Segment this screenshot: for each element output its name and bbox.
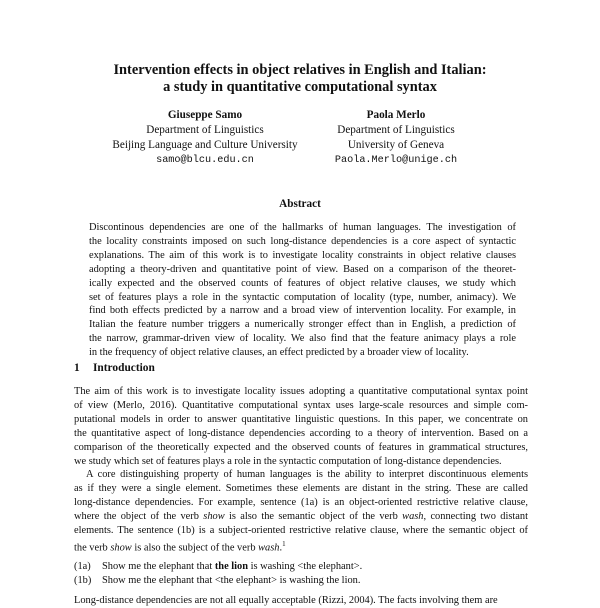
author-name: Paola Merlo bbox=[366, 109, 426, 121]
body-line: of view (Merlo, 2016). Quantitative computational syntax uses large-scale resources and simple com- bbox=[74, 399, 528, 411]
footnote-marker[interactable]: 1 bbox=[282, 539, 286, 548]
text-run: , connecting two distant bbox=[423, 510, 528, 522]
abstract-line: explanations. The aim of this work is to investigate locality constraints in object relative clauses bbox=[89, 249, 516, 261]
example-bold: the lion bbox=[214, 561, 249, 572]
intro-paragraph-2 bbox=[74, 468, 528, 555]
example-1a bbox=[74, 560, 362, 574]
abstract-line: adopting a theory-driven and quantitative point of view. Based on a comparison of the theoret- bbox=[89, 263, 516, 275]
abstract-heading: Abstract bbox=[279, 198, 321, 210]
body-line: the quantitative aspect of long-distance dependencies according to a theory of intervention. Based on a bbox=[74, 427, 528, 439]
body-line bbox=[74, 510, 528, 524]
text-run: the verb bbox=[74, 542, 111, 553]
example-1b bbox=[74, 574, 362, 588]
author-affiliation: University of Geneva bbox=[347, 139, 445, 151]
author-department: Department of Linguistics bbox=[146, 124, 264, 136]
body-line: we study which set of features plays a role in the syntactic computation of long-distance dependencies. bbox=[74, 455, 502, 467]
example-text: Show me the elephant that <the elephant> is washing the lion. bbox=[102, 574, 361, 586]
author-department: Department of Linguistics bbox=[337, 124, 455, 136]
section-heading bbox=[74, 362, 155, 374]
section-number: 1 bbox=[74, 362, 80, 374]
text-run: is also the subject of the verb bbox=[131, 542, 259, 553]
section-title: Introduction bbox=[93, 362, 155, 374]
body-line: putational models in order to answer quantitative linguistic questions. In this paper, we concentrate on bbox=[74, 413, 528, 425]
example-text: is washing <the elephant>. bbox=[248, 561, 363, 572]
example-text: Show me the elephant that bbox=[102, 561, 215, 572]
body-line: comparison of the theoretically expected and the observed counts of features in grammatical structures, bbox=[74, 441, 528, 453]
author-block-2 bbox=[290, 108, 502, 168]
author-affiliation: Beijing Language and Culture University bbox=[112, 139, 298, 151]
body-line: elements. The sentence (1b) is a subject-oriented restrictive relative clause, where the semantic object of bbox=[74, 524, 528, 536]
abstract-line: the locality constraints imposed on such long-distance dependencies is a core aspect of syntactic bbox=[89, 235, 516, 247]
body-line: A core distinguishing property of human languages is the ability to interpret discontinuous elements bbox=[86, 469, 528, 480]
author-email: samo@blcu.edu.cn bbox=[156, 155, 254, 166]
intro-paragraph-1 bbox=[74, 385, 528, 468]
body-continuation-line: Long-distance dependencies are not all equally acceptable (Rizzi, 2004). The facts involving them are bbox=[74, 595, 498, 606]
abstract-line: Italian the feature number triggers a numerically stronger effect than in English, a prediction of bbox=[89, 319, 516, 331]
italic-term: wash bbox=[402, 510, 424, 522]
italic-term: show bbox=[203, 510, 225, 522]
text-run: where the object of the verb bbox=[74, 510, 204, 522]
body-line: long-distance dependencies. For example, sentence (1a) is an object-oriented restrictive relative clause, bbox=[74, 496, 528, 508]
abstract-line: Discontinous dependencies are one of the hallmarks of human languages. The investigation of bbox=[89, 222, 516, 233]
abstract-line: in the frequency of object relative clauses, an effect predicted by a broader view of locality. bbox=[89, 347, 469, 359]
author-email: Paola.Merlo@unige.ch bbox=[334, 155, 458, 166]
italic-term: show bbox=[110, 542, 132, 553]
body-line bbox=[74, 538, 528, 555]
text-run: . bbox=[279, 542, 283, 553]
example-label: (1b) bbox=[74, 574, 92, 586]
title-line-1: Intervention effects in object relatives in English and Italian: bbox=[113, 62, 487, 78]
italic-term: wash bbox=[258, 542, 280, 553]
abstract-line: find both effects predicted by a narrow and a broad view of intervention locality. For example, in bbox=[89, 305, 516, 317]
abstract-line: ically expected and the observed counts of features of object relative clauses, we study which bbox=[89, 277, 516, 289]
body-line: The aim of this work is to investigate locality issues adopting a quantitative computational syntax point bbox=[74, 386, 528, 397]
title-line-2: a study in quantitative computational syntax bbox=[163, 79, 437, 95]
abstract-line: set of features plays a role in the syntactic computation of locality (type, number, animacy). We bbox=[89, 291, 516, 303]
example-label: (1a) bbox=[74, 561, 91, 572]
body-line: as if they were a single element. Sometimes these elements are distant in the string. These are called bbox=[74, 482, 528, 494]
paper-title bbox=[0, 62, 600, 96]
abstract-body bbox=[89, 221, 516, 360]
author-name: Giuseppe Samo bbox=[167, 109, 243, 121]
text-run: is also the semantic object of the verb bbox=[224, 510, 403, 522]
example-list bbox=[74, 560, 362, 588]
abstract-line: the narrow, grammar-driven view of locality. We also find that the feature animacy plays a role bbox=[89, 333, 516, 345]
